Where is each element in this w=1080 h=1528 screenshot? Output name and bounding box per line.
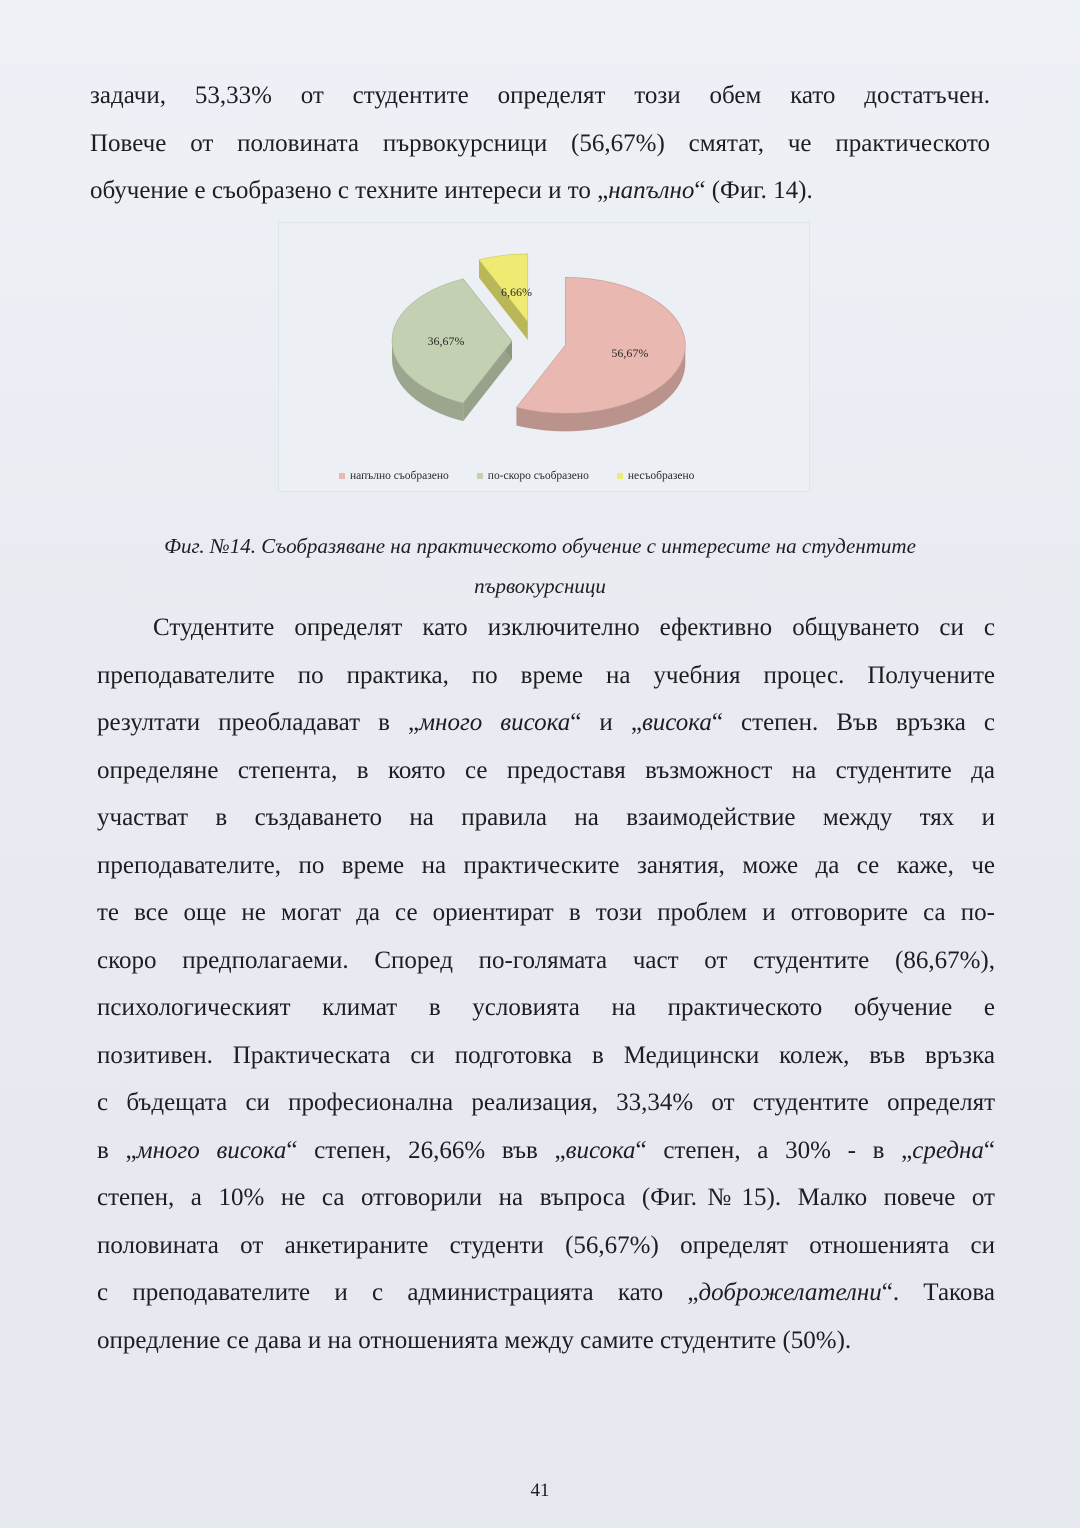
legend-swatch <box>339 473 345 479</box>
text-line <box>97 842 995 890</box>
text-segment: преподавателите по практика, по време на учебния процес. Получените <box>97 661 995 689</box>
emphasis: висока <box>641 709 712 736</box>
text-segment: Студентите определят като изключително ефективно общуването си с <box>153 614 995 641</box>
text-line <box>97 604 995 652</box>
text-line <box>97 937 995 985</box>
caption-line: Фиг. №14. Съобразяване на практическото обучение с интересите на студентите <box>164 534 916 558</box>
text-segment: в „ <box>97 1136 137 1164</box>
emphasis: доброжелателни <box>698 1279 882 1306</box>
paragraph-results <box>97 604 995 1364</box>
text-line <box>97 889 995 937</box>
text-line <box>97 1174 995 1222</box>
text-segment: преподавателите, по време на практическите занятия, може да се каже, че <box>97 851 995 879</box>
legend-item <box>617 470 695 482</box>
text-segment: “ и „ <box>570 709 642 736</box>
caption-line: първокурсници <box>474 574 606 598</box>
legend-swatch <box>477 473 483 479</box>
emphasis: много висока <box>419 709 571 736</box>
pie-slice <box>516 277 685 431</box>
text-segment: резултати преобладават в „ <box>97 709 420 736</box>
pie-chart-figure <box>278 222 810 492</box>
text-line: Повече от половината първокурсници (56,67%) смятат, че практическото <box>90 129 990 157</box>
pie-slice <box>392 279 512 421</box>
legend-label: напълно съобразено <box>350 470 449 482</box>
text-segment: половината от анкетираните студенти (56,67%) определят отношенията си <box>97 1231 995 1259</box>
text-line <box>97 1269 995 1317</box>
legend-label: несъобразено <box>627 470 695 482</box>
text-line <box>97 652 995 700</box>
text-line <box>97 1317 995 1365</box>
text-segment: позитивен. Практическата си подготовка в Медицински колеж, във връзка <box>97 1041 995 1069</box>
text-segment: те все още не могат да се ориентират в този проблем и отговорите са по- <box>97 899 995 926</box>
text-line <box>97 794 995 842</box>
legend-item <box>339 470 449 482</box>
text-segment: “ степен. Във връзка с <box>711 709 996 736</box>
text-segment: “ степен, а 30% - в „ <box>635 1136 913 1164</box>
text-line: задачи, 53,33% от студентите определят този обем като достатъчен. <box>90 82 990 109</box>
legend-item <box>477 470 589 482</box>
text-segment: участват в създаването на правила на взаимодействие между тях и <box>97 804 995 831</box>
pie-chart <box>279 223 809 491</box>
text-segment: с преподавателите и с администрацията като „ <box>97 1279 699 1306</box>
text-line <box>97 1079 995 1127</box>
text-line <box>97 699 995 747</box>
emphasis: много висока <box>136 1136 287 1164</box>
text-segment: опредление се дава и на отношенията между самите студентите (50%). <box>97 1326 852 1354</box>
legend-swatch <box>617 473 623 479</box>
text-segment: “. Такова <box>881 1279 996 1306</box>
text-segment: скоро предполагаеми. Според по-голямата част от студентите (86,67%), <box>97 946 995 974</box>
legend-label: по-скоро съобразено <box>487 470 589 482</box>
text-line <box>97 1222 995 1270</box>
figure-caption <box>90 526 990 606</box>
text-line <box>97 747 995 795</box>
emphasis: напълно <box>608 177 695 204</box>
text-segment: степен, а 10% не са отговорили на въпроса (Фиг.№15). Малко повече от <box>97 1184 995 1211</box>
pie-slice-label: 56,67% <box>611 346 649 361</box>
paragraph-intro <box>90 72 990 215</box>
text-segment: с бъдещата си професионална реализация, 33,34% от студентите определят <box>97 1089 995 1116</box>
page-number: 41 <box>530 1480 550 1501</box>
text-line <box>97 1127 995 1175</box>
pie-slice-label: 6,66% <box>501 284 533 299</box>
text-segment: “ степен, 26,66% във „ <box>286 1136 566 1164</box>
text-line <box>97 984 995 1032</box>
text-segment: психологическият климат в условията на практическото обучение е <box>97 994 995 1021</box>
text-segment: определяне степента, в която се предоставя възможност на студентите да <box>97 756 995 784</box>
emphasis: висока <box>565 1136 636 1164</box>
text-line <box>97 1032 995 1080</box>
pie-slice-label: 36,67% <box>427 333 465 348</box>
text-segment: “ <box>983 1136 996 1164</box>
emphasis: средна <box>912 1136 984 1164</box>
text-line: обучение е съобразено с техните интереси и то „напълно“ (Фиг. 14). <box>90 177 813 204</box>
chart-legend <box>339 467 779 485</box>
